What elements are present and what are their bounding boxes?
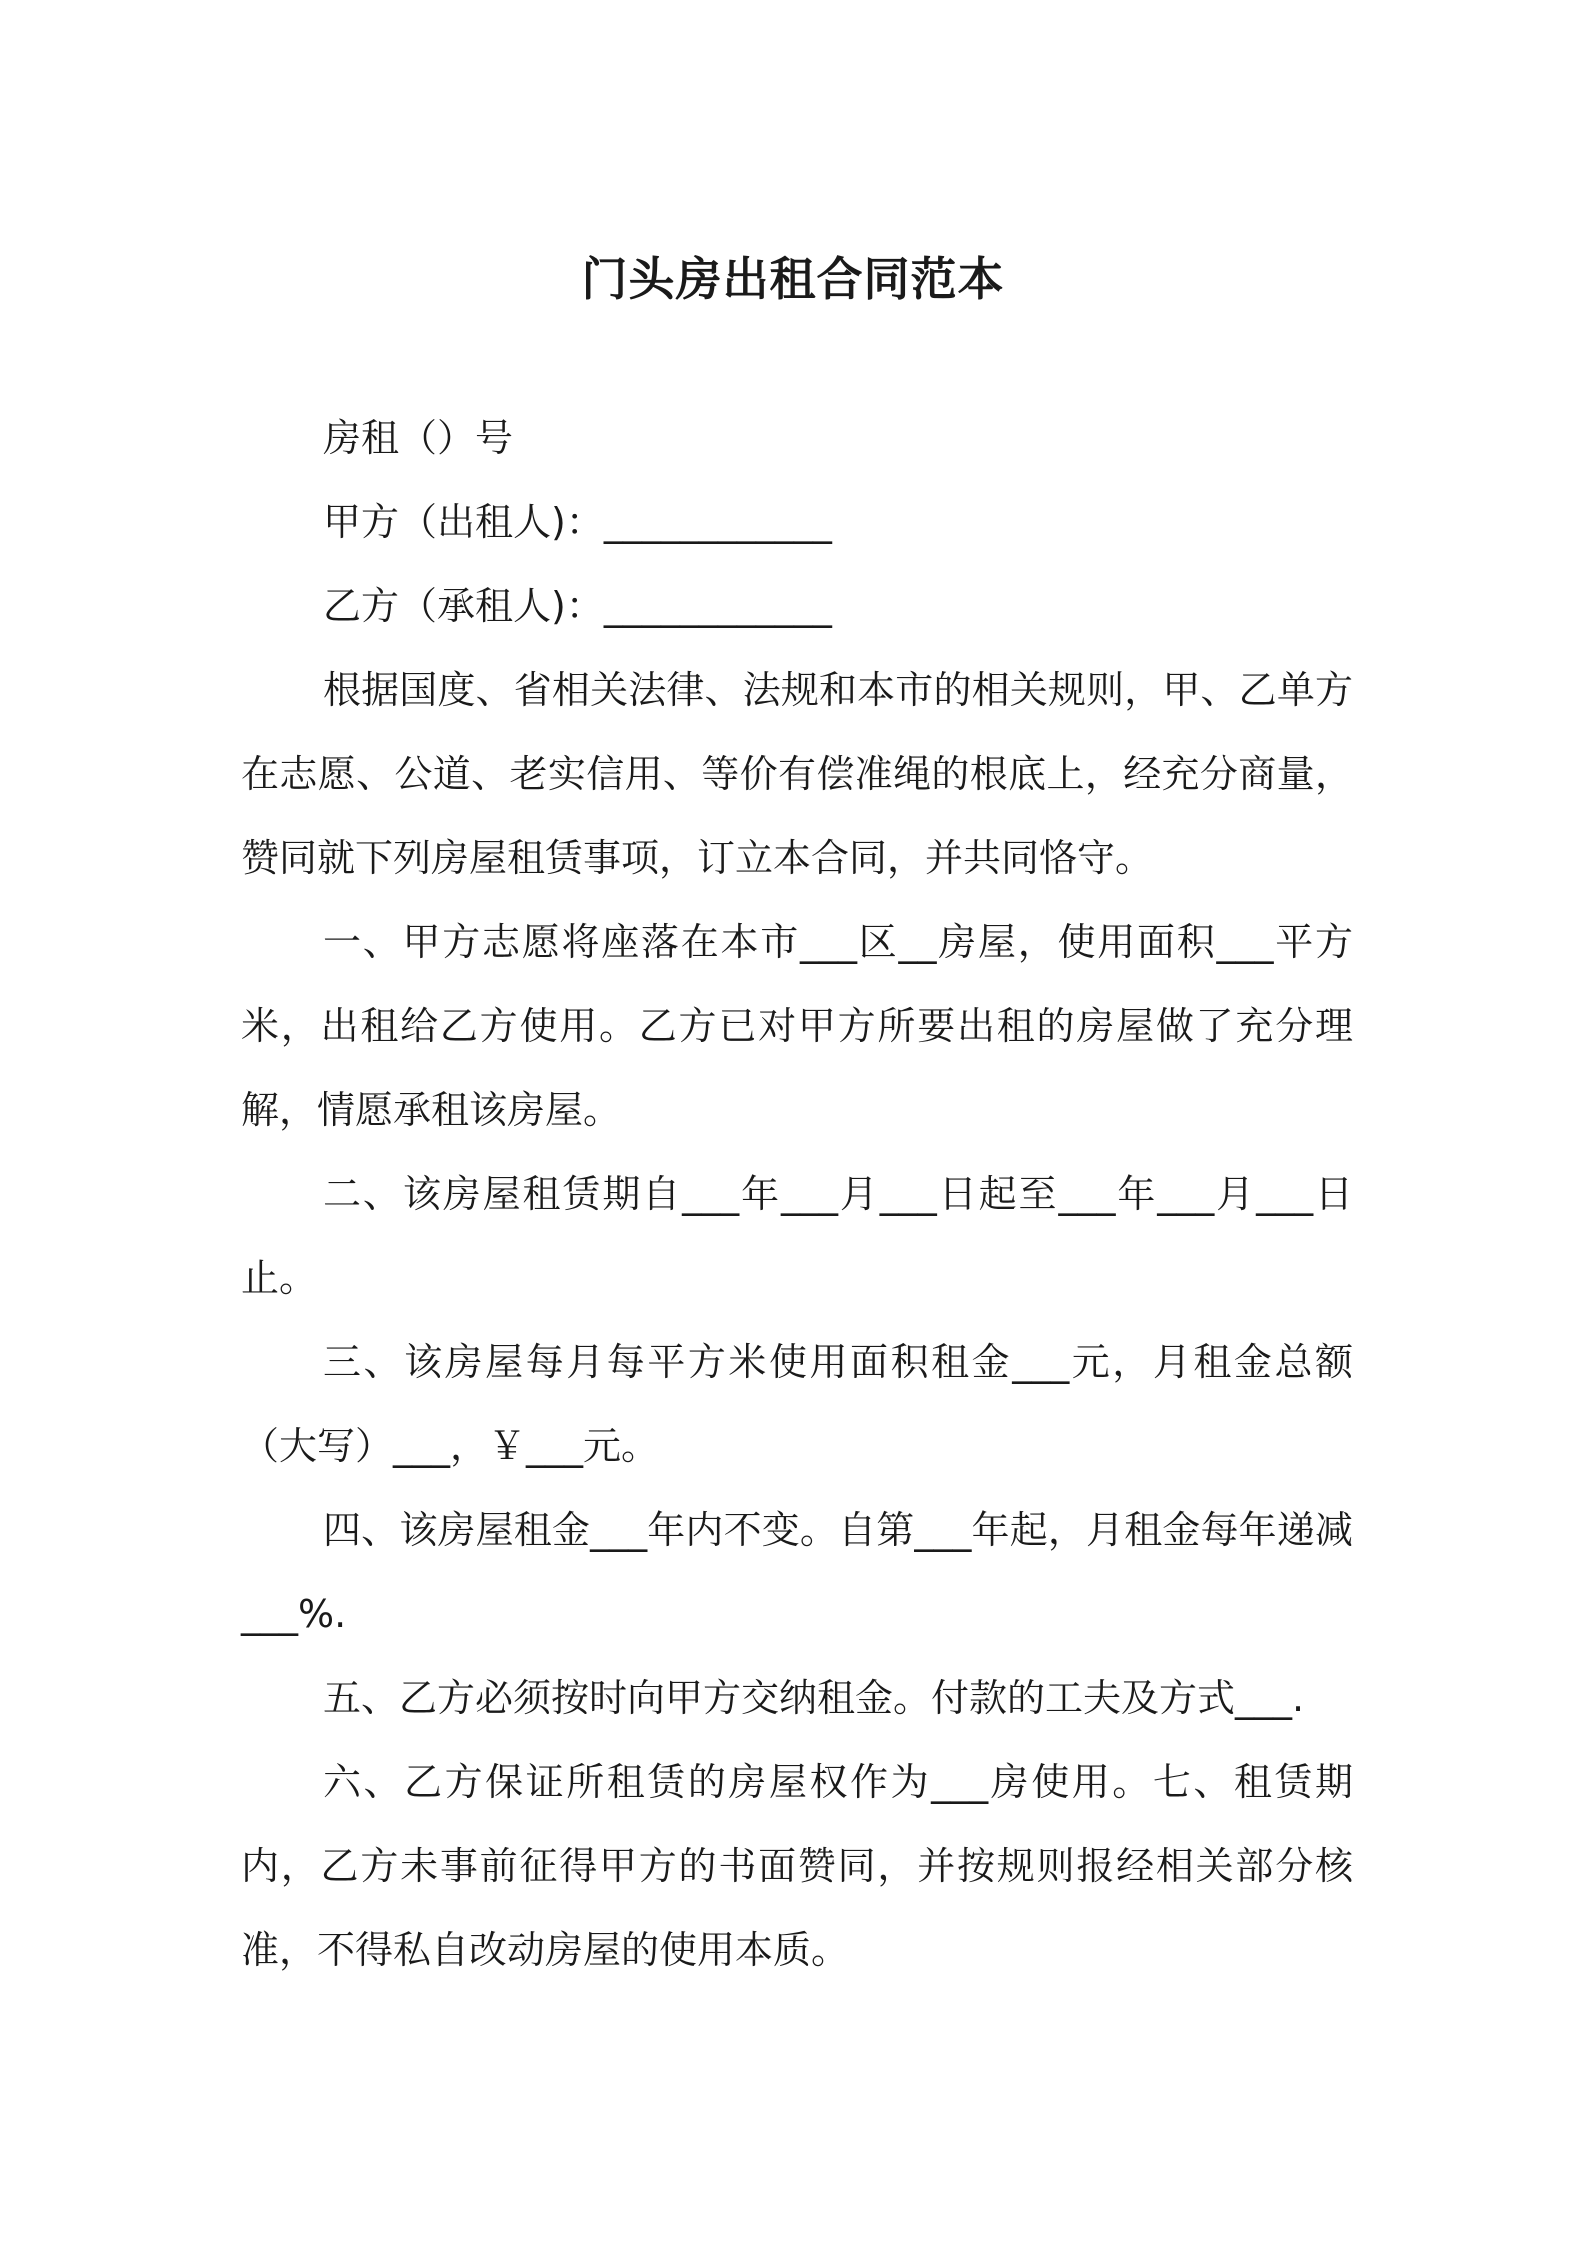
preamble-paragraph: 根据国度、省相关法律、法规和本市的相关规则，甲、乙单方在志愿、公道、老实信用、等价有偿准绳的根底上，经充分商量，赞同就下列房屋租赁事项，订立本合同，并共同恪守。 bbox=[241, 668, 1353, 880]
document-title: 门头房出租合同范本 bbox=[581, 251, 1005, 306]
clause-4-paragraph: 四、该房屋租金___年内不变。自第___年起，月租金每年递减___%. bbox=[241, 1508, 1353, 1636]
clause-5-paragraph: 五、乙方必须按时向甲方交纳租金。付款的工夫及方式___. bbox=[323, 1676, 1305, 1720]
clause-3-paragraph: 三、该房屋每月每平方米使用面积租金___元，月租金总额（大写）___，￥___元。 bbox=[241, 1340, 1353, 1468]
contract-number-line: 房租（）号 bbox=[323, 416, 514, 460]
clause-6-paragraph: 六、乙方保证所租赁的房屋权作为___房使用。七、租赁期内，乙方未事前征得甲方的书面赞同，并按规则报经相关部分核准，不得私自改动房屋的使用本质。 bbox=[241, 1760, 1353, 1972]
party-b-line: 乙方（承租人)：____________ bbox=[323, 584, 832, 628]
clause-2-paragraph: 二、该房屋租赁期自___年___月___日起至___年___月___日止。 bbox=[241, 1172, 1353, 1300]
clause-1-paragraph: 一、甲方志愿将座落在本市___区__房屋，使用面积___平方米，出租给乙方使用。乙方已对甲方所要出租的房屋做了充分理解，情愿承租该房屋。 bbox=[241, 920, 1353, 1132]
contract-body bbox=[241, 396, 1353, 1992]
party-a-line: 甲方（出租人)：____________ bbox=[323, 500, 832, 544]
